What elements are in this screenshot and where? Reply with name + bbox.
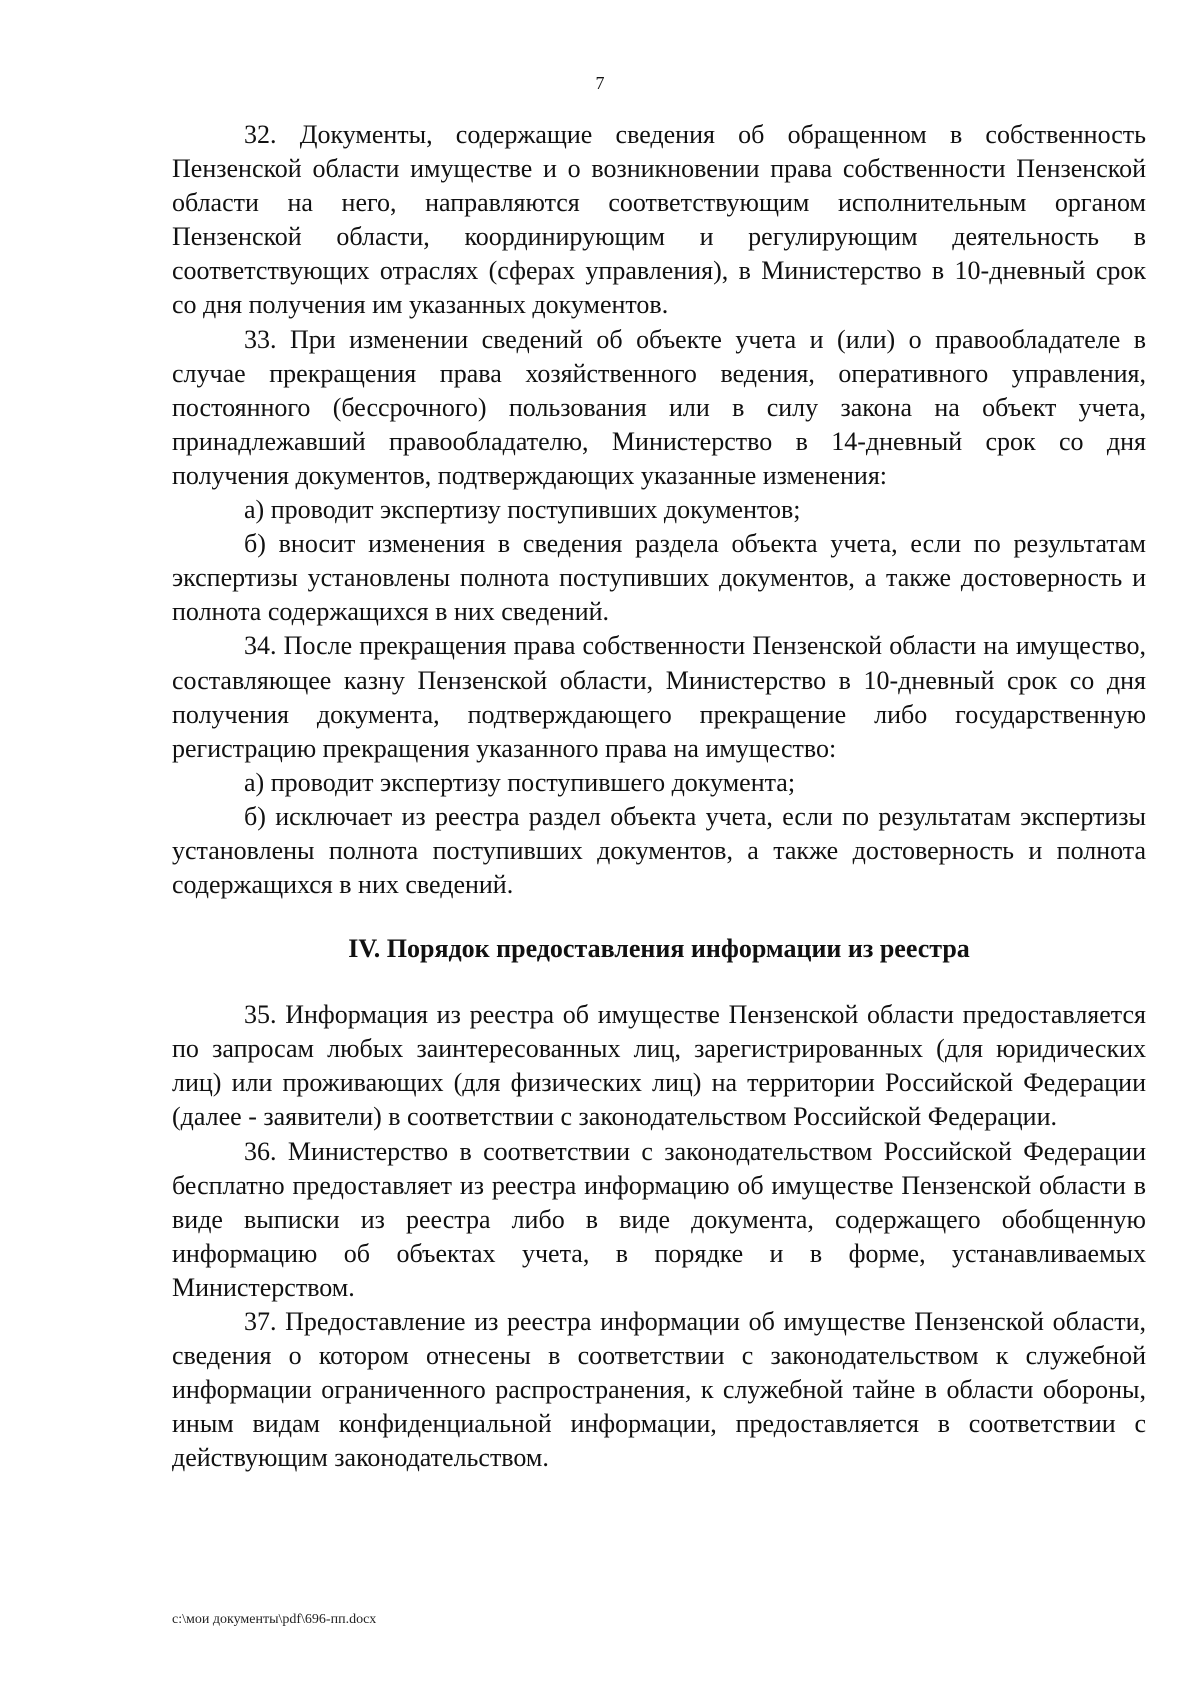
paragraph-33-b: б) вносит изменения в сведения раздела объекта учета, если по результатам экспертизы установлены полнота поступивших документов, а также достоверность и полнота содержащихся в них сведений. — [172, 529, 1146, 627]
paragraph-36: 36. Министерство в соответствии с законодательством Российской Федерации бесплатно предоставляет из реестра информацию об имуществе Пензенской области в виде выписки из реестра либо в виде документа, содержащего обобщенную информацию об объектах учета, в порядке и в форме, устанавливаемых Министерством. — [172, 1136, 1146, 1302]
document-body — [172, 118, 1146, 1475]
section-heading: IV. Порядок предоставления информации из реестра — [348, 934, 970, 964]
paragraph-33-a: а) проводит экспертизу поступивших документов; — [244, 495, 801, 525]
paragraph-34-a: а) проводит экспертизу поступившего документа; — [244, 767, 796, 797]
paragraph-35: 35. Информация из реестра об имуществе Пензенской области предоставляется по запросам любых заинтересованных лиц, зарегистрированных (для юридических лиц) или проживающих (для физических лиц) на территории Российской Федерации (далее - заявители) в соответствии с законодательством Российской Федерации. — [172, 1000, 1146, 1132]
paragraph-32: 32. Документы, содержащие сведения об обращенном в собственность Пензенской области имуществе и о возникновении права собственности Пензенской области на него, направляются соответствующим исполнительным органом Пензенской области, координирующим и регулирующим деятельность в соответствующих отраслях (сферах управления), в Министерство в 10-дневный срок со дня получения им указанных документов. — [172, 120, 1146, 320]
paragraph-37: 37. Предоставление из реестра информации об имуществе Пензенской области, сведения о котором отнесены в соответствии с законодательством к служебной информации ограниченного распространения, к служебной тайне в области обороны, иным видам конфиденциальной информации, предоставляется в соответствии с действующим законодательством. — [172, 1307, 1146, 1473]
paragraph-34-b: б) исключает из реестра раздел объекта учета, если по результатам экспертизы установлены полнота поступивших документов, а также достоверность и полнота содержащихся в них сведений. — [172, 801, 1146, 900]
paragraph-34: 34. После прекращения права собственности Пензенской области на имущество, составляющее казну Пензенской области, Министерство в 10-дневный срок со дня получения документа, подтверждающего прекращение либо государственную регистрацию прекращения указанного права на имущество: — [172, 631, 1146, 763]
page-number: 7 — [595, 73, 605, 93]
footer-file-path: c:\мои документы\pdf\696-пп.docx — [172, 1612, 377, 1627]
paragraph-33: 33. При изменении сведений об объекте учета и (или) о правообладателе в случае прекращения права хозяйственного ведения, оперативного управления, постоянного (бессрочного) пользования или в силу закона на объект учета, принадлежавший правообладателю, Министерство в 14-дневный срок со дня получения документов, подтверждающих указанные изменения: — [172, 324, 1146, 490]
